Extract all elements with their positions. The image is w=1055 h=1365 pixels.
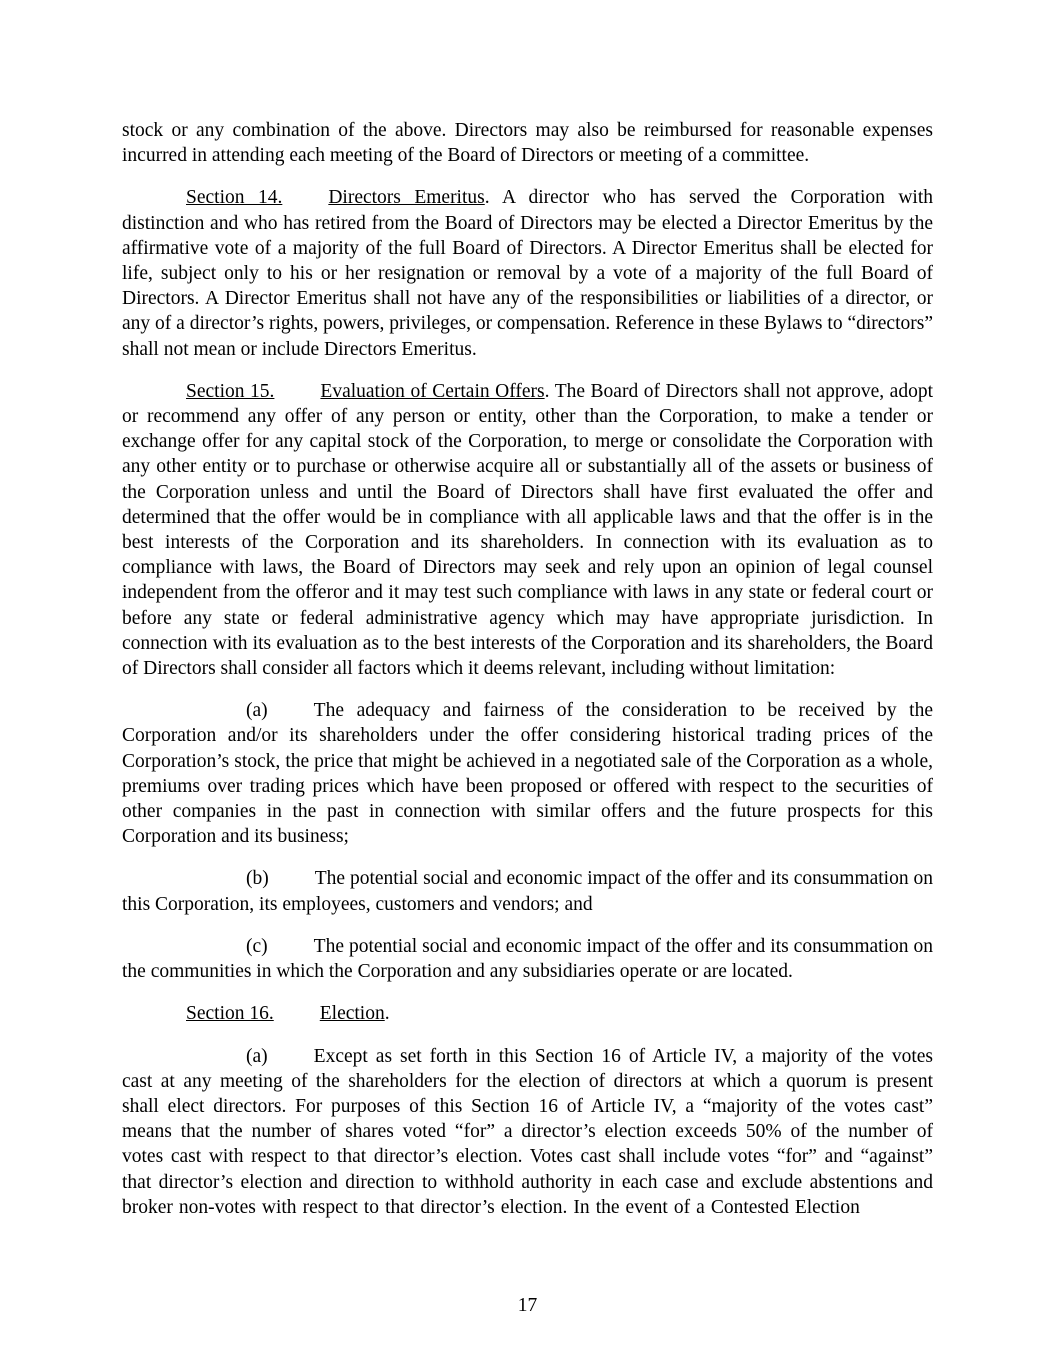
section-14-title: Directors Emeritus — [328, 187, 485, 209]
document-body — [122, 118, 933, 1220]
list-text-a: The adequacy and fairness of the consideration to be received by the Corporation and/or its shareholders under the offer considering historical trading prices of the Corporation’s stock, the price that might be achieved in a negotiated sale of the Corporation as a whole, premiums over trading prices which have been proposed or offered with respect to the securities of other companies in the past in connection with similar offers and the future prospects for this Corporation and its business; — [122, 700, 933, 848]
paragraph-16-a — [122, 1044, 933, 1220]
list-marker-a: (a) — [246, 700, 268, 722]
paragraph-section-16 — [122, 1001, 933, 1026]
list-text-16-a: Except as set forth in this Section 16 of Article IV, a majority of the votes cast at any meeting of the shareholders for the election of directors at which a quorum is present shall elect directors. For purposes of this Section 16 of Article IV, a “majority of the votes cast” means that the number of shares voted “for” a director’s election exceeds 50% of the number of votes cast with respect to that director’s election. Votes cast shall include votes “for” and “against” that director’s election and direction to withhold authority in each case and exclude abstentions and broker non-votes with respect to that director’s election. In the event of a Contested Election — [122, 1045, 933, 1218]
section-15-number: Section 15. — [186, 380, 275, 402]
paragraph-15-a — [122, 698, 933, 849]
paragraph-15-c — [122, 934, 933, 984]
list-text-b: The potential social and economic impact of the offer and its consummation on this Corporation, its employees, customers and vendors; and — [122, 868, 933, 915]
section-14-text: . A director who has served the Corporation with distinction and who has retired from the Board of Directors may be elected a Director Emeritus by the affirmative vote of a majority of the full Board of Directors. A Director Emeritus shall be elected for life, subject only to his or her resignation or removal by a vote of a majority of the full Board of Directors. A Director Emeritus shall not have any of the responsibilities or liabilities of a director, or any of a director’s rights, powers, privileges, or compensation. Reference in these Bylaws to “directors” shall not mean or include Directors Emeritus. — [122, 187, 933, 360]
paragraph-15-b — [122, 866, 933, 916]
paragraph-section-15 — [122, 379, 933, 681]
list-text-c: The potential social and economic impact of the offer and its consummation on the communities in which the Corporation and any subsidiaries operate or are located. — [122, 935, 933, 983]
paragraph-continued: stock or any combination of the above. Directors may also be reimbursed for reasonable expenses incurred in attending each meeting of the Board of Directors or meeting of a committee. — [122, 120, 933, 167]
page-number: 17 — [517, 1295, 538, 1316]
section-16-number: Section 16. — [186, 1003, 274, 1025]
section-16-title: Election — [319, 1003, 385, 1025]
list-marker-b: (b) — [246, 868, 269, 890]
section-15-text: . The Board of Directors shall not approve, adopt or recommend any offer of any person or entity, other than the Corporation, to make a tender or exchange offer for any capital stock of the Corporation, to merge or consolidate the Corporation with any other entity or to purchase or otherwise acquire all or substantially all of the assets or business of the Corporation unless and until the Board of Directors shall have first evaluated the offer and determined that the offer would be in compliance with all applicable laws and that the offer is in the best interests of the Corporation and its shareholders. In connection with its evaluation as to compliance with laws, the Board of Directors may seek and rely upon an opinion of legal counsel independent from the offeror and it may test such compliance with laws in any state or federal court or before any state or federal administrative agency which may have appropriate jurisdiction. In connection with its evaluation as to the best interests of the Corporation and its shareholders, the Board of Directors shall consider all factors which it deems relevant, including without limitation: — [122, 380, 933, 680]
section-16-text: . — [384, 1003, 390, 1025]
list-marker-c: (c) — [246, 935, 268, 957]
section-15-title: Evaluation of Certain Offers — [320, 380, 545, 402]
section-14-number: Section 14. — [186, 187, 283, 209]
list-marker-16-a: (a) — [246, 1045, 268, 1067]
paragraph-section-14 — [122, 185, 933, 361]
